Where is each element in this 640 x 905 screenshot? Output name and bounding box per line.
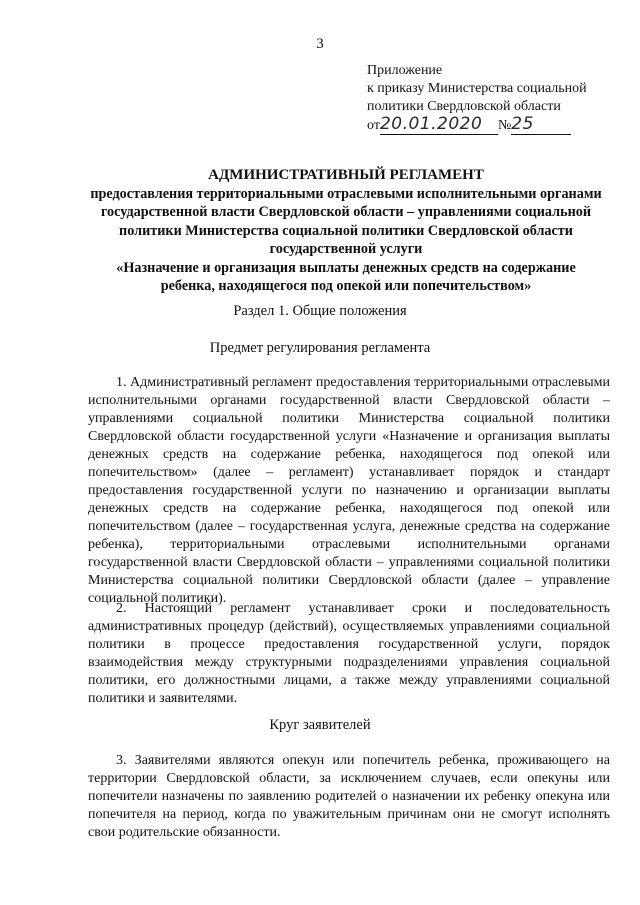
paragraph-1: 1. Административный регламент предоставления территориальными отраслевыми исполнительными органами государственной власти Свердловской области – управлениями социальной политики Министерства социальной политики Свердловской области государственной услуги «Назначение и организация выплаты денежных средств на содержание ребенка, находящегося под опекой или попечительством» (далее – регламент) устанавливает порядок и стандарт предоставления государственной услуги по назначению и организации выплаты денежных средств на содержание ребенка, находящегося под опекой или попечительством (далее – государственная услуга, денежные средства на содержание ребенка), территориальными отраслевыми исполнительными органами государственной власти Свердловской области – управлениями социальной политики Министерства социальной политики Свердловской области (далее – управление социальной политики). [88, 375, 610, 606]
paragraph-3: 3. Заявителями являются опекун или попечитель ребенка, проживающего на территории Свердловской области, за исключением случаев, если опекуны или попечители назначены по заявлению родителей о назначении их ребенку опекуна или попечителя на период, когда по уважительным причинам они не смогут исполнять свои родительские обязанности. [88, 753, 610, 840]
document-title: АДМИНИСТРАТИВНЫЙ РЕГЛАМЕНТ [208, 167, 484, 183]
document-subtitle: предоставления территориальными отраслевыми исполнительными органами государственной власти Свердловской области – управлениями социальной политики Министерства социальной политики Свердловской области государственной услуги [90, 185, 602, 257]
service-name: «Назначение и организация выплаты денежных средств на содержание ребенка, находящегося под опекой или попечительством» [116, 259, 576, 294]
document-title-block [88, 166, 604, 296]
order-date-handwritten: 20.01.2020 [379, 114, 483, 134]
appendix-label: Приложение [367, 63, 443, 78]
appendix-block [367, 62, 627, 135]
appendix-date-number-line [367, 116, 627, 135]
date-prefix: от [367, 118, 380, 133]
subsection-heading-applicants: Круг заявителей [269, 717, 371, 733]
appendix-order-line: к приказу Министерства социальной [367, 81, 587, 96]
page-number: 3 [316, 36, 324, 52]
section-heading-general: Раздел 1. Общие положения [233, 303, 407, 319]
subsection-heading-subject: Предмет регулирования регламента [209, 340, 431, 356]
number-prefix: № [497, 118, 512, 133]
appendix-region-line: политики Свердловской области [367, 99, 561, 114]
order-date-field [380, 116, 498, 135]
order-number-field [511, 116, 571, 135]
order-number-handwritten: 25 [511, 114, 534, 134]
paragraph-2: 2. Настоящий регламент устанавливает сроки и последовательность административных процедур (действий), осуществляемых управлениями социальной политики в процессе предоставления государственной услуги, порядок взаимодействия между структурными подразделениями управления социальной политики, его должностными лицами, а также между управлениями социальной политики и заявителями. [88, 601, 610, 706]
